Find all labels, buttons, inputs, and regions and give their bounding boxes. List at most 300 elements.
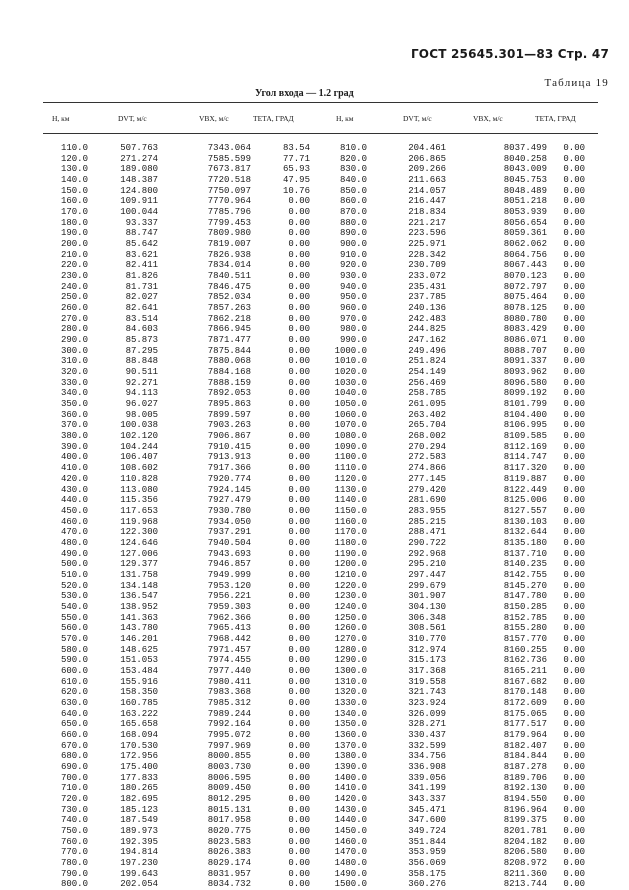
table-cell: 8048.489 <box>503 185 547 196</box>
table-cell: 0.00 <box>563 804 585 815</box>
table-cell: 570.0 <box>60 633 88 644</box>
table-cell: 148.387 <box>120 175 158 186</box>
header-rule <box>43 133 598 134</box>
table-cell: 1350.0 <box>334 719 367 730</box>
table-cell: 8211.360 <box>503 868 547 879</box>
table-cell: 230.0 <box>60 271 88 282</box>
table-cell: 7846.475 <box>207 281 251 292</box>
table-cell: 0.00 <box>563 441 585 452</box>
table-cell: 268.002 <box>408 431 446 442</box>
column-teta-right <box>545 143 585 890</box>
table-cell: 8070.123 <box>503 271 547 282</box>
table-cell: 8080.780 <box>503 313 547 324</box>
table-cell: 87.295 <box>125 345 158 356</box>
table-cell: 0.00 <box>288 868 310 879</box>
table-cell: 830.0 <box>339 164 367 175</box>
table-cell: 7992.164 <box>207 719 251 730</box>
table-cell: 7750.097 <box>207 185 251 196</box>
table-cell: 930.0 <box>339 271 367 282</box>
table-cell: 0.00 <box>563 569 585 580</box>
table-cell: 288.471 <box>408 527 446 538</box>
table-cell: 292.968 <box>408 548 446 559</box>
table-cell: 0.00 <box>288 271 310 282</box>
table-cell: 7913.913 <box>207 452 251 463</box>
table-cell: 108.602 <box>120 463 158 474</box>
table-cell: 0.00 <box>288 207 310 218</box>
table-cell: 890.0 <box>339 228 367 239</box>
table-cell: 0.00 <box>563 580 585 591</box>
table-cell: 0.00 <box>563 175 585 186</box>
table-cell: 0.00 <box>288 495 310 506</box>
table-cell: 0.00 <box>563 335 585 346</box>
table-cell: 8117.320 <box>503 463 547 474</box>
table-cell: 172.956 <box>120 751 158 762</box>
table-cell: 0.00 <box>563 249 585 260</box>
table-cell: 0.00 <box>563 655 585 666</box>
table-cell: 8199.375 <box>503 815 547 826</box>
table-cell: 0.00 <box>563 559 585 570</box>
table-cell: 0.00 <box>288 633 310 644</box>
table-cell: 211.663 <box>408 175 446 186</box>
table-cell: 1230.0 <box>334 591 367 602</box>
table-cell: 206.865 <box>408 153 446 164</box>
table-cell: 8122.449 <box>503 484 547 495</box>
table-cell: 340.0 <box>60 388 88 399</box>
table-cell: 8187.278 <box>503 761 547 772</box>
table-cell: 0.00 <box>288 399 310 410</box>
header-vbx-left: VBX, м/с <box>199 114 229 123</box>
table-cell: 1450.0 <box>334 826 367 836</box>
table-cell: 192.395 <box>120 836 158 847</box>
table-cell: 110.0 <box>60 143 88 153</box>
table-cell: 7924.145 <box>207 484 251 495</box>
table-cell: 7910.415 <box>207 441 251 452</box>
table-cell: 281.690 <box>408 495 446 506</box>
table-cell: 223.596 <box>408 228 446 239</box>
table-cell: 0.00 <box>288 345 310 356</box>
table-cell: 279.420 <box>408 484 446 495</box>
column-vbx-right <box>482 143 547 890</box>
table-cell: 0.00 <box>288 356 310 367</box>
table-cell: 760.0 <box>60 836 88 847</box>
table-cell: 158.350 <box>120 687 158 698</box>
table-cell: 510.0 <box>60 569 88 580</box>
table-cell: 204.461 <box>408 143 446 153</box>
table-cell: 900.0 <box>339 239 367 250</box>
table-cell: 1500.0 <box>334 879 367 890</box>
table-cell: 0.00 <box>288 196 310 207</box>
table-cell: 202.054 <box>120 879 158 890</box>
table-cell: 7895.863 <box>207 399 251 410</box>
table-cell: 0.00 <box>563 260 585 271</box>
table-cell: 8088.707 <box>503 345 547 356</box>
table-cell: 7770.964 <box>207 196 251 207</box>
table-cell: 0.00 <box>288 239 310 250</box>
table-cell: 240.0 <box>60 281 88 292</box>
table-cell: 247.162 <box>408 335 446 346</box>
table-cell: 90.511 <box>125 367 158 378</box>
table-cell: 8091.337 <box>503 356 547 367</box>
table-cell: 153.484 <box>120 665 158 676</box>
table-cell: 0.00 <box>563 367 585 378</box>
table-cell: 109.911 <box>120 196 158 207</box>
table-cell: 8104.400 <box>503 409 547 420</box>
table-cell: 228.342 <box>408 249 446 260</box>
table-cell: 102.120 <box>120 431 158 442</box>
table-cell: 8172.609 <box>503 697 547 708</box>
table-cell: 8157.770 <box>503 633 547 644</box>
table-cell: 310.770 <box>408 633 446 644</box>
table-cell: 8012.295 <box>207 793 251 804</box>
table-cell: 0.00 <box>288 377 310 388</box>
table-cell: 1020.0 <box>334 367 367 378</box>
table-cell: 7799.453 <box>207 217 251 228</box>
table-cell: 220.0 <box>60 260 88 271</box>
table-cell: 0.00 <box>563 505 585 516</box>
table-cell: 1250.0 <box>334 612 367 623</box>
table-cell: 351.844 <box>408 836 446 847</box>
table-cell: 0.00 <box>563 303 585 314</box>
table-cell: 140.0 <box>60 175 88 186</box>
table-cell: 0.00 <box>563 271 585 282</box>
table-cell: 7857.263 <box>207 303 251 314</box>
table-cell: 8109.585 <box>503 431 547 442</box>
table-cell: 216.447 <box>408 196 446 207</box>
table-cell: 7834.014 <box>207 260 251 271</box>
table-cell: 8026.383 <box>207 847 251 858</box>
table-cell: 8093.962 <box>503 367 547 378</box>
table-cell: 356.069 <box>408 858 446 869</box>
table-cell: 0.00 <box>563 729 585 740</box>
table-cell: 0.00 <box>563 164 585 175</box>
table-cell: 82.027 <box>125 292 158 303</box>
table-cell: 8206.580 <box>503 847 547 858</box>
table-cell: 310.0 <box>60 356 88 367</box>
table-cell: 0.00 <box>563 644 585 655</box>
table-cell: 353.959 <box>408 847 446 858</box>
table-cell: 221.217 <box>408 217 446 228</box>
table-cell: 8045.753 <box>503 175 547 186</box>
table-cell: 0.00 <box>288 879 310 890</box>
table-cell: 0.00 <box>288 687 310 698</box>
table-cell: 0.00 <box>563 388 585 399</box>
table-cell: 0.00 <box>563 783 585 794</box>
table-cell: 0.00 <box>563 665 585 676</box>
table-cell: 180.0 <box>60 217 88 228</box>
table-cell: 249.496 <box>408 345 446 356</box>
table-cell: 0.00 <box>288 527 310 538</box>
table-cell: 8000.855 <box>207 751 251 762</box>
table-cell: 0.00 <box>288 420 310 431</box>
table-cell: 970.0 <box>339 313 367 324</box>
table-cell: 0.00 <box>563 687 585 698</box>
table-cell: 1200.0 <box>334 559 367 570</box>
table-cell: 0.00 <box>288 249 310 260</box>
table-cell: 8140.235 <box>503 559 547 570</box>
table-cell: 0.00 <box>563 623 585 634</box>
table-cell: 10.76 <box>282 185 310 196</box>
table-cell: 7862.218 <box>207 313 251 324</box>
table-cell: 0.00 <box>563 612 585 623</box>
table-cell: 1410.0 <box>334 783 367 794</box>
table-cell: 146.201 <box>120 633 158 644</box>
table-cell: 8182.407 <box>503 740 547 751</box>
table-cell: 115.356 <box>120 495 158 506</box>
table-cell: 94.113 <box>125 388 158 399</box>
table-cell: 0.00 <box>563 826 585 836</box>
table-cell: 1260.0 <box>334 623 367 634</box>
table-cell: 312.974 <box>408 644 446 655</box>
table-cell: 680.0 <box>60 751 88 762</box>
table-cell: 0.00 <box>563 836 585 847</box>
table-cell: 83.54 <box>282 143 310 153</box>
table-cell: 0.00 <box>288 580 310 591</box>
table-cell: 334.756 <box>408 751 446 762</box>
table-cell: 380.0 <box>60 431 88 442</box>
table-cell: 0.00 <box>288 612 310 623</box>
table-cell: 0.00 <box>288 559 310 570</box>
table-cell: 8009.450 <box>207 783 251 794</box>
table-cell: 590.0 <box>60 655 88 666</box>
table-cell: 0.00 <box>563 185 585 196</box>
table-cell: 0.00 <box>563 537 585 548</box>
table-cell: 450.0 <box>60 505 88 516</box>
table-cell: 8201.781 <box>503 826 547 836</box>
table-cell: 7903.263 <box>207 420 251 431</box>
table-cell: 165.658 <box>120 719 158 730</box>
table-cell: 1170.0 <box>334 527 367 538</box>
table-cell: 7852.034 <box>207 292 251 303</box>
table-cell: 8003.730 <box>207 761 251 772</box>
table-cell: 1270.0 <box>334 633 367 644</box>
table-cell: 7343.064 <box>207 143 251 153</box>
table-cell: 0.00 <box>288 847 310 858</box>
table-cell: 0.00 <box>288 804 310 815</box>
table-cell: 8213.744 <box>503 879 547 890</box>
table-cell: 1460.0 <box>334 836 367 847</box>
table-cell: 0.00 <box>288 761 310 772</box>
table-cell: 0.00 <box>288 537 310 548</box>
table-cell: 0.00 <box>288 516 310 527</box>
table-cell: 7971.457 <box>207 644 251 655</box>
table-cell: 0.00 <box>563 399 585 410</box>
table-cell: 225.971 <box>408 239 446 250</box>
table-cell: 0.00 <box>563 324 585 335</box>
table-cell: 1120.0 <box>334 473 367 484</box>
table-cell: 420.0 <box>60 473 88 484</box>
table-cell: 0.00 <box>288 601 310 612</box>
table-cell: 1370.0 <box>334 740 367 751</box>
table-cell: 82.641 <box>125 303 158 314</box>
table-cell: 0.00 <box>563 473 585 484</box>
table-cell: 131.758 <box>120 569 158 580</box>
table-cell: 7899.597 <box>207 409 251 420</box>
table-cell: 0.00 <box>563 676 585 687</box>
table-cell: 237.785 <box>408 292 446 303</box>
table-cell: 0.00 <box>288 281 310 292</box>
header-teta-right: ТЕТА, ГРАД <box>535 114 576 123</box>
table-cell: 8043.009 <box>503 164 547 175</box>
table-cell: 8208.972 <box>503 858 547 869</box>
table-cell: 8020.775 <box>207 826 251 836</box>
table-cell: 0.00 <box>288 858 310 869</box>
table-cell: 0.00 <box>288 367 310 378</box>
table-cell: 343.337 <box>408 793 446 804</box>
table-cell: 175.400 <box>120 761 158 772</box>
table-cell: 8075.464 <box>503 292 547 303</box>
table-cell: 8145.270 <box>503 580 547 591</box>
table-cell: 0.00 <box>563 858 585 869</box>
table-cell: 500.0 <box>60 559 88 570</box>
table-cell: 8040.258 <box>503 153 547 164</box>
table-cell: 0.00 <box>288 548 310 559</box>
table-cell: 1330.0 <box>334 697 367 708</box>
table-cell: 200.0 <box>60 239 88 250</box>
table-cell: 7980.411 <box>207 676 251 687</box>
table-cell: 187.549 <box>120 815 158 826</box>
table-cell: 1220.0 <box>334 580 367 591</box>
table-cell: 7965.413 <box>207 623 251 634</box>
table-cell: 8204.182 <box>503 836 547 847</box>
table-cell: 480.0 <box>60 537 88 548</box>
table-cell: 8184.844 <box>503 751 547 762</box>
table-cell: 7720.518 <box>207 175 251 186</box>
table-cell: 155.916 <box>120 676 158 687</box>
table-cell: 81.731 <box>125 281 158 292</box>
table-cell: 260.0 <box>60 303 88 314</box>
table-cell: 1210.0 <box>334 569 367 580</box>
table-cell: 0.00 <box>563 420 585 431</box>
table-cell: 83.621 <box>125 249 158 260</box>
table-cell: 233.072 <box>408 271 446 282</box>
table-cell: 7946.857 <box>207 559 251 570</box>
table-cell: 299.679 <box>408 580 446 591</box>
table-cell: 8051.218 <box>503 196 547 207</box>
table-cell: 92.271 <box>125 377 158 388</box>
table-cell: 8112.169 <box>503 441 547 452</box>
table-cell: 0.00 <box>563 409 585 420</box>
table-cell: 0.00 <box>563 527 585 538</box>
table-cell: 0.00 <box>288 324 310 335</box>
table-cell: 1050.0 <box>334 399 367 410</box>
table-cell: 1320.0 <box>334 687 367 698</box>
table-cell: 263.402 <box>408 409 446 420</box>
table-cell: 630.0 <box>60 697 88 708</box>
table-cell: 117.653 <box>120 505 158 516</box>
table-cell: 8096.580 <box>503 377 547 388</box>
table-cell: 0.00 <box>563 313 585 324</box>
table-cell: 0.00 <box>563 708 585 719</box>
table-cell: 160.0 <box>60 196 88 207</box>
table-cell: 660.0 <box>60 729 88 740</box>
table-cell: 8135.180 <box>503 537 547 548</box>
table-cell: 8078.125 <box>503 303 547 314</box>
table-cell: 0.00 <box>563 719 585 730</box>
table-cell: 0.00 <box>563 516 585 527</box>
table-cell: 0.00 <box>288 591 310 602</box>
table-cell: 8114.747 <box>503 452 547 463</box>
table-cell: 277.145 <box>408 473 446 484</box>
table-cell: 7880.068 <box>207 356 251 367</box>
table-cell: 7937.291 <box>207 527 251 538</box>
table-cell: 189.080 <box>120 164 158 175</box>
table-cell: 8031.957 <box>207 868 251 879</box>
table-cell: 168.094 <box>120 729 158 740</box>
table-cell: 230.709 <box>408 260 446 271</box>
table-cell: 7875.844 <box>207 345 251 356</box>
table-cell: 0.00 <box>288 708 310 719</box>
table-cell: 272.583 <box>408 452 446 463</box>
table-cell: 0.00 <box>288 431 310 442</box>
table-cell: 740.0 <box>60 815 88 826</box>
table-cell: 244.825 <box>408 324 446 335</box>
table-cell: 8125.006 <box>503 495 547 506</box>
header-h-left: H, км <box>52 114 70 123</box>
table-cell: 151.053 <box>120 655 158 666</box>
table-cell: 134.148 <box>120 580 158 591</box>
table-cell: 7949.999 <box>207 569 251 580</box>
table-cell: 7995.072 <box>207 729 251 740</box>
table-cell: 1430.0 <box>334 804 367 815</box>
table-cell: 1440.0 <box>334 815 367 826</box>
table-cell: 0.00 <box>288 473 310 484</box>
table-cell: 98.005 <box>125 409 158 420</box>
table-cell: 0.00 <box>563 452 585 463</box>
table-cell: 0.00 <box>563 548 585 559</box>
table-cell: 8194.550 <box>503 793 547 804</box>
table-cell: 8147.780 <box>503 591 547 602</box>
table-cell: 650.0 <box>60 719 88 730</box>
table-cell: 7989.244 <box>207 708 251 719</box>
table-cell: 540.0 <box>60 601 88 612</box>
table-cell: 7930.780 <box>207 505 251 516</box>
table-cell: 0.00 <box>288 484 310 495</box>
table-cell: 320.0 <box>60 367 88 378</box>
table-cell: 400.0 <box>60 452 88 463</box>
table-cell: 0.00 <box>288 719 310 730</box>
table-cell: 7934.050 <box>207 516 251 527</box>
table-cell: 0.00 <box>563 356 585 367</box>
table-cell: 0.00 <box>563 740 585 751</box>
table-cell: 1040.0 <box>334 388 367 399</box>
table-cell: 0.00 <box>563 751 585 762</box>
table-cell: 700.0 <box>60 772 88 783</box>
table-cell: 189.973 <box>120 826 158 836</box>
table-cell: 8165.211 <box>503 665 547 676</box>
table-cell: 1180.0 <box>334 537 367 548</box>
table-cell: 8142.755 <box>503 569 547 580</box>
table-cell: 470.0 <box>60 527 88 538</box>
table-cell: 1340.0 <box>334 708 367 719</box>
table-cell: 0.00 <box>288 740 310 751</box>
table-cell: 1470.0 <box>334 847 367 858</box>
table-cell: 0.00 <box>288 665 310 676</box>
table-cell: 341.199 <box>408 783 446 794</box>
table-cell: 0.00 <box>563 601 585 612</box>
table-cell: 710.0 <box>60 783 88 794</box>
table-cell: 7940.504 <box>207 537 251 548</box>
table-cell: 194.814 <box>120 847 158 858</box>
table-cell: 163.222 <box>120 708 158 719</box>
table-cell: 0.00 <box>563 495 585 506</box>
table-cell: 106.407 <box>120 452 158 463</box>
table-cell: 8101.799 <box>503 399 547 410</box>
table-cell: 242.483 <box>408 313 446 324</box>
table-cell: 122.300 <box>120 527 158 538</box>
table-cell: 177.833 <box>120 772 158 783</box>
table-cell: 350.0 <box>60 399 88 410</box>
table-cell: 507.763 <box>120 143 158 153</box>
